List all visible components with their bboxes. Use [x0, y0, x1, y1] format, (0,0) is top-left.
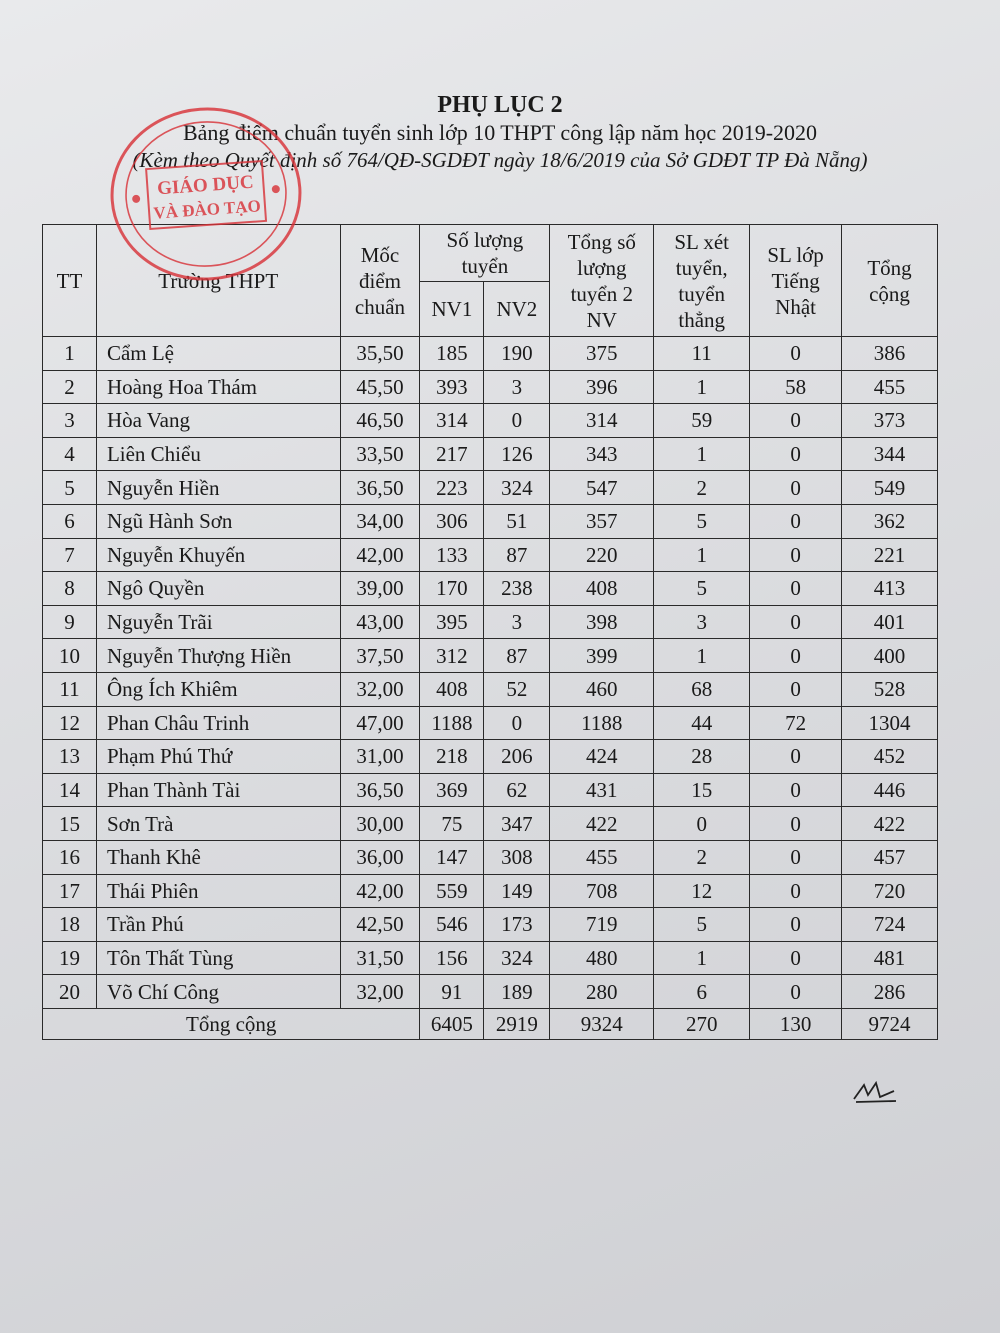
cell-school: Phạm Phú Thứ — [96, 740, 340, 774]
header-quota: Số lượng tuyển — [420, 225, 550, 282]
cell-nv1: 559 — [420, 874, 484, 908]
cell-grand: 481 — [842, 941, 938, 975]
cell-japanese: 72 — [750, 706, 842, 740]
cell-total-two: 708 — [550, 874, 654, 908]
cell-tt: 16 — [43, 840, 97, 874]
cell-nv1: 170 — [420, 572, 484, 606]
header-nv2: NV2 — [484, 282, 550, 337]
cell-nv1: 314 — [420, 404, 484, 438]
table-row — [43, 672, 938, 706]
cell-grand: 373 — [842, 404, 938, 438]
cell-nv1: 223 — [420, 471, 484, 505]
table-row — [43, 538, 938, 572]
cell-cutoff: 46,50 — [340, 404, 420, 438]
cell-tt: 7 — [43, 538, 97, 572]
cell-japanese: 0 — [750, 538, 842, 572]
cell-school: Nguyễn Trãi — [96, 605, 340, 639]
cell-direct: 28 — [654, 740, 750, 774]
cutoff-score-table — [42, 224, 938, 1040]
cell-direct: 1 — [654, 538, 750, 572]
cell-japanese: 0 — [750, 605, 842, 639]
table-row — [43, 572, 938, 606]
cell-direct: 0 — [654, 807, 750, 841]
seal-star-left — [132, 195, 141, 204]
cell-grand: 401 — [842, 605, 938, 639]
table-row — [43, 370, 938, 404]
total-row — [43, 1008, 938, 1039]
cell-tt: 19 — [43, 941, 97, 975]
cell-direct: 68 — [654, 672, 750, 706]
cell-school: Sơn Trà — [96, 807, 340, 841]
table-row — [43, 840, 938, 874]
cell-tt: 20 — [43, 975, 97, 1009]
cell-total-two: 399 — [550, 639, 654, 673]
cell-grand: 413 — [842, 572, 938, 606]
table-row — [43, 471, 938, 505]
cell-tt: 10 — [43, 639, 97, 673]
cell-total-two: 280 — [550, 975, 654, 1009]
cell-school: Phan Châu Trinh — [96, 706, 340, 740]
cell-school: Nguyễn Hiền — [96, 471, 340, 505]
cell-tt: 8 — [43, 572, 97, 606]
cell-total-two: 547 — [550, 471, 654, 505]
cell-nv2: 52 — [484, 672, 550, 706]
cell-school: Thanh Khê — [96, 840, 340, 874]
cell-total-two: 398 — [550, 605, 654, 639]
cell-nv1: 393 — [420, 370, 484, 404]
cell-tt: 2 — [43, 370, 97, 404]
cell-nv1: 408 — [420, 672, 484, 706]
cell-tt: 17 — [43, 874, 97, 908]
cell-japanese: 0 — [750, 908, 842, 942]
cell-cutoff: 31,00 — [340, 740, 420, 774]
cell-school: Ngô Quyền — [96, 572, 340, 606]
cell-school: Võ Chí Công — [96, 975, 340, 1009]
cell-grand: 455 — [842, 370, 938, 404]
cell-nv2: 238 — [484, 572, 550, 606]
header-nv1: NV1 — [420, 282, 484, 337]
cell-direct: 5 — [654, 572, 750, 606]
cell-nv1: 395 — [420, 605, 484, 639]
table-row — [43, 504, 938, 538]
table-row — [43, 605, 938, 639]
cell-japanese: 0 — [750, 941, 842, 975]
table-row — [43, 404, 938, 438]
cell-nv2: 347 — [484, 807, 550, 841]
cell-grand: 286 — [842, 975, 938, 1009]
cell-japanese: 58 — [750, 370, 842, 404]
cell-cutoff: 42,50 — [340, 908, 420, 942]
cell-japanese: 0 — [750, 840, 842, 874]
cell-direct: 1 — [654, 639, 750, 673]
cell-tt: 3 — [43, 404, 97, 438]
cell-total-two: 1188 — [550, 706, 654, 740]
cell-tt: 9 — [43, 605, 97, 639]
seal-text-line1: GIÁO DỤC — [156, 171, 255, 200]
cell-total-two: 396 — [550, 370, 654, 404]
cell-nv1: 1188 — [420, 706, 484, 740]
table-row — [43, 437, 938, 471]
cell-direct: 6 — [654, 975, 750, 1009]
cell-grand: 362 — [842, 504, 938, 538]
cell-grand: 549 — [842, 471, 938, 505]
cell-japanese: 0 — [750, 471, 842, 505]
table-body — [43, 337, 938, 1009]
document-note: (Kèm theo Quyết định số 764/QĐ-SGDĐT ngày 18/6/2019 của Sở GDĐT TP Đà Nẵng) — [132, 148, 868, 172]
cell-cutoff: 36,50 — [340, 471, 420, 505]
official-seal — [102, 98, 310, 289]
cell-direct: 2 — [654, 840, 750, 874]
cell-nv1: 75 — [420, 807, 484, 841]
cell-grand: 528 — [842, 672, 938, 706]
header-total-two: Tổng số lượng tuyển 2 NV — [550, 225, 654, 337]
cell-tt: 15 — [43, 807, 97, 841]
header-cutoff: Mốc điểm chuẩn — [340, 225, 420, 337]
cell-nv2: 206 — [484, 740, 550, 774]
cell-tt: 12 — [43, 706, 97, 740]
total-label: Tổng cộng — [43, 1008, 420, 1039]
cell-cutoff: 36,00 — [340, 840, 420, 874]
total-two: 9324 — [550, 1008, 654, 1039]
cell-nv1: 217 — [420, 437, 484, 471]
cell-cutoff: 45,50 — [340, 370, 420, 404]
cell-direct: 2 — [654, 471, 750, 505]
total-direct: 270 — [654, 1008, 750, 1039]
cell-grand: 724 — [842, 908, 938, 942]
document-subtitle: Bảng điểm chuẩn tuyển sinh lớp 10 THPT công lập năm học 2019-2020 — [182, 120, 818, 145]
cell-japanese: 0 — [750, 874, 842, 908]
cell-nv2: 51 — [484, 504, 550, 538]
table-row — [43, 773, 938, 807]
table-row — [43, 908, 938, 942]
cell-cutoff: 35,50 — [340, 337, 420, 371]
header-japanese: SL lớp Tiếng Nhật — [750, 225, 842, 337]
cell-japanese: 0 — [750, 572, 842, 606]
cell-japanese: 0 — [750, 773, 842, 807]
cell-japanese: 0 — [750, 437, 842, 471]
cell-direct: 1 — [654, 370, 750, 404]
cell-grand: 457 — [842, 840, 938, 874]
cell-school: Nguyễn Khuyến — [96, 538, 340, 572]
cell-japanese: 0 — [750, 807, 842, 841]
cell-grand: 720 — [842, 874, 938, 908]
cell-japanese: 0 — [750, 975, 842, 1009]
cell-cutoff: 30,00 — [340, 807, 420, 841]
cell-nv2: 190 — [484, 337, 550, 371]
table-row — [43, 337, 938, 371]
cell-nv1: 218 — [420, 740, 484, 774]
cell-total-two: 343 — [550, 437, 654, 471]
cell-cutoff: 43,00 — [340, 605, 420, 639]
cell-total-two: 424 — [550, 740, 654, 774]
cell-grand: 221 — [842, 538, 938, 572]
cell-nv1: 91 — [420, 975, 484, 1009]
cell-japanese: 0 — [750, 740, 842, 774]
cell-total-two: 480 — [550, 941, 654, 975]
cell-japanese: 0 — [750, 672, 842, 706]
cell-nv2: 87 — [484, 639, 550, 673]
table-row — [43, 941, 938, 975]
cell-school: Hòa Vang — [96, 404, 340, 438]
cell-cutoff: 31,50 — [340, 941, 420, 975]
cell-nv2: 324 — [484, 941, 550, 975]
seal-star-right — [272, 185, 281, 194]
cell-total-two: 375 — [550, 337, 654, 371]
cell-nv2: 149 — [484, 874, 550, 908]
cell-nv2: 126 — [484, 437, 550, 471]
cell-tt: 5 — [43, 471, 97, 505]
header-direct: SL xét tuyển, tuyển thẳng — [654, 225, 750, 337]
cell-direct: 3 — [654, 605, 750, 639]
cell-tt: 18 — [43, 908, 97, 942]
cell-nv1: 546 — [420, 908, 484, 942]
cell-tt: 1 — [43, 337, 97, 371]
cell-grand: 422 — [842, 807, 938, 841]
cell-direct: 1 — [654, 941, 750, 975]
cell-cutoff: 47,00 — [340, 706, 420, 740]
cell-nv1: 185 — [420, 337, 484, 371]
cell-cutoff: 32,00 — [340, 672, 420, 706]
cell-japanese: 0 — [750, 504, 842, 538]
cell-cutoff: 34,00 — [340, 504, 420, 538]
cell-nv2: 62 — [484, 773, 550, 807]
cell-grand: 452 — [842, 740, 938, 774]
cell-grand: 446 — [842, 773, 938, 807]
cell-nv2: 87 — [484, 538, 550, 572]
cell-tt: 6 — [43, 504, 97, 538]
cell-cutoff: 42,00 — [340, 538, 420, 572]
total-japanese: 130 — [750, 1008, 842, 1039]
cell-direct: 11 — [654, 337, 750, 371]
cell-total-two: 455 — [550, 840, 654, 874]
seal-text-line2: VÀ ĐÀO TẠO — [152, 196, 262, 223]
cell-grand: 400 — [842, 639, 938, 673]
document-title: PHỤ LỤC 2 — [437, 92, 563, 118]
cell-direct: 12 — [654, 874, 750, 908]
cell-total-two: 357 — [550, 504, 654, 538]
cell-nv2: 0 — [484, 706, 550, 740]
cell-total-two: 220 — [550, 538, 654, 572]
table-row — [43, 807, 938, 841]
cell-school: Hoàng Hoa Thám — [96, 370, 340, 404]
cell-nv2: 324 — [484, 471, 550, 505]
cell-school: Ngũ Hành Sơn — [96, 504, 340, 538]
cell-japanese: 0 — [750, 639, 842, 673]
cell-school: Liên Chiểu — [96, 437, 340, 471]
cell-japanese: 0 — [750, 337, 842, 371]
table-row — [43, 975, 938, 1009]
cell-direct: 15 — [654, 773, 750, 807]
cell-nv1: 312 — [420, 639, 484, 673]
cell-cutoff: 42,00 — [340, 874, 420, 908]
cell-school: Cẩm Lệ — [96, 337, 340, 371]
total-nv2: 2919 — [484, 1008, 550, 1039]
cell-nv1: 306 — [420, 504, 484, 538]
cell-cutoff: 33,50 — [340, 437, 420, 471]
header-grand: Tổng cộng — [842, 225, 938, 337]
cell-total-two: 314 — [550, 404, 654, 438]
cell-grand: 344 — [842, 437, 938, 471]
total-grand: 9724 — [842, 1008, 938, 1039]
cell-tt: 11 — [43, 672, 97, 706]
total-nv1: 6405 — [420, 1008, 484, 1039]
cell-nv1: 147 — [420, 840, 484, 874]
cell-nv1: 369 — [420, 773, 484, 807]
table-footer — [43, 1008, 938, 1039]
cell-school: Ông Ích Khiêm — [96, 672, 340, 706]
cell-nv1: 156 — [420, 941, 484, 975]
cell-school: Thái Phiên — [96, 874, 340, 908]
cell-total-two: 719 — [550, 908, 654, 942]
cell-total-two: 408 — [550, 572, 654, 606]
cell-school: Tôn Thất Tùng — [96, 941, 340, 975]
cell-nv2: 189 — [484, 975, 550, 1009]
cell-nv2: 308 — [484, 840, 550, 874]
cell-cutoff: 39,00 — [340, 572, 420, 606]
cell-japanese: 0 — [750, 404, 842, 438]
cell-tt: 14 — [43, 773, 97, 807]
cell-direct: 59 — [654, 404, 750, 438]
cell-cutoff: 37,50 — [340, 639, 420, 673]
cell-direct: 1 — [654, 437, 750, 471]
cell-nv2: 3 — [484, 370, 550, 404]
cell-direct: 5 — [654, 504, 750, 538]
cell-direct: 44 — [654, 706, 750, 740]
cell-nv2: 0 — [484, 404, 550, 438]
header-tt: TT — [43, 225, 97, 337]
table-row — [43, 874, 938, 908]
cell-tt: 13 — [43, 740, 97, 774]
header-school: Trường THPT — [96, 225, 340, 337]
table-row — [43, 706, 938, 740]
table-row — [43, 639, 938, 673]
cell-cutoff: 36,50 — [340, 773, 420, 807]
table-row — [43, 740, 938, 774]
cell-grand: 1304 — [842, 706, 938, 740]
cell-total-two: 431 — [550, 773, 654, 807]
cell-cutoff: 32,00 — [340, 975, 420, 1009]
cell-nv1: 133 — [420, 538, 484, 572]
cell-school: Trần Phú — [96, 908, 340, 942]
cell-school: Nguyễn Thượng Hiền — [96, 639, 340, 673]
cell-total-two: 422 — [550, 807, 654, 841]
cell-total-two: 460 — [550, 672, 654, 706]
cell-nv2: 3 — [484, 605, 550, 639]
cell-tt: 4 — [43, 437, 97, 471]
cell-direct: 5 — [654, 908, 750, 942]
cell-grand: 386 — [842, 337, 938, 371]
signature-mark — [850, 1075, 900, 1105]
cell-nv2: 173 — [484, 908, 550, 942]
cell-school: Phan Thành Tài — [96, 773, 340, 807]
